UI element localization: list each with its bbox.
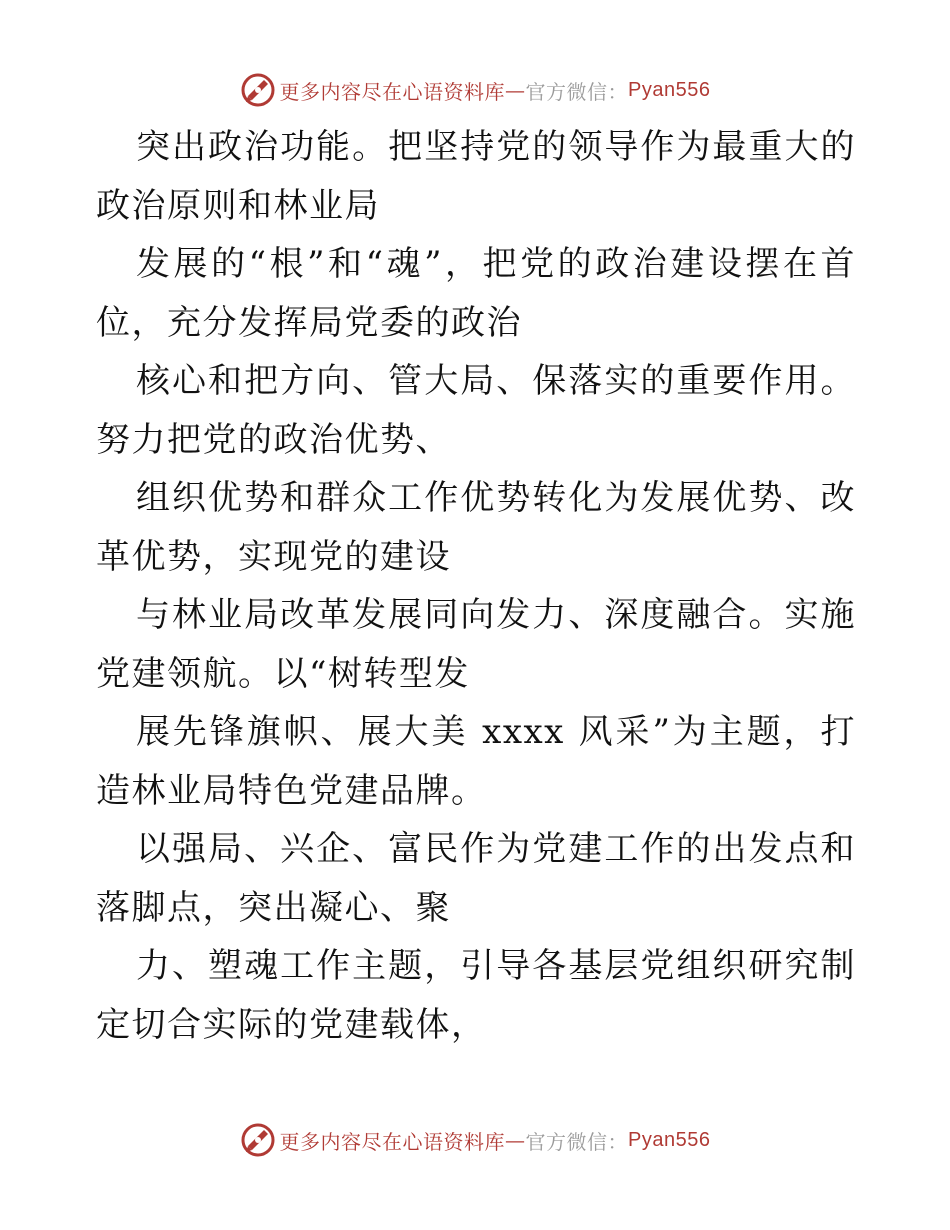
paragraph-2: 发展的“根”和“魂”，把党的政治建设摆在首位，充分发挥局党委的政治: [96, 244, 856, 343]
header-separator: —: [505, 78, 526, 102]
paragraph-6: 展先锋旗帜、展大美 xxxx 风采”为主题，打造林业局特色党建品牌。: [96, 712, 856, 811]
paragraph-1: 突出政治功能。把坚持党的领导作为最重大的政治原则和林业局: [96, 127, 856, 226]
paragraph-5: 与林业局改革发展同向发力、深度融合。实施党建领航。以“树转型发: [96, 595, 856, 694]
paragraph-4: 组织优势和群众工作优势转化为发展优势、改革优势，实现党的建设: [96, 478, 856, 577]
paragraph-7: 以强局、兴企、富民作为党建工作的出发点和落脚点，突出凝心、聚: [96, 829, 856, 928]
footer-banner: [0, 1120, 950, 1160]
footer-main-text: 更多内容尽在心语资料库: [279, 1129, 506, 1154]
header-text: [280, 76, 711, 105]
footer-separator: —: [505, 1128, 526, 1152]
document-body: [96, 118, 856, 1054]
paragraph-8: 力、塑魂工作主题，引导各基层党组织研究制定切合实际的党建载体，: [96, 946, 856, 1045]
footer-wechat-label: 官方微信：: [525, 1129, 629, 1154]
header-banner: [0, 70, 950, 110]
logo-icon: [240, 72, 276, 108]
paragraph-3: 核心和把方向、管大局、保落实的重要作用。努力把党的政治优势、: [96, 361, 856, 460]
header-main-text: 更多内容尽在心语资料库: [279, 79, 506, 104]
header-wechat-id: Pyan556: [628, 78, 711, 101]
footer-wechat-id: Pyan556: [628, 1128, 711, 1151]
header-wechat-label: 官方微信：: [525, 79, 629, 104]
logo-icon: [240, 1122, 276, 1158]
footer-text: [280, 1126, 711, 1155]
